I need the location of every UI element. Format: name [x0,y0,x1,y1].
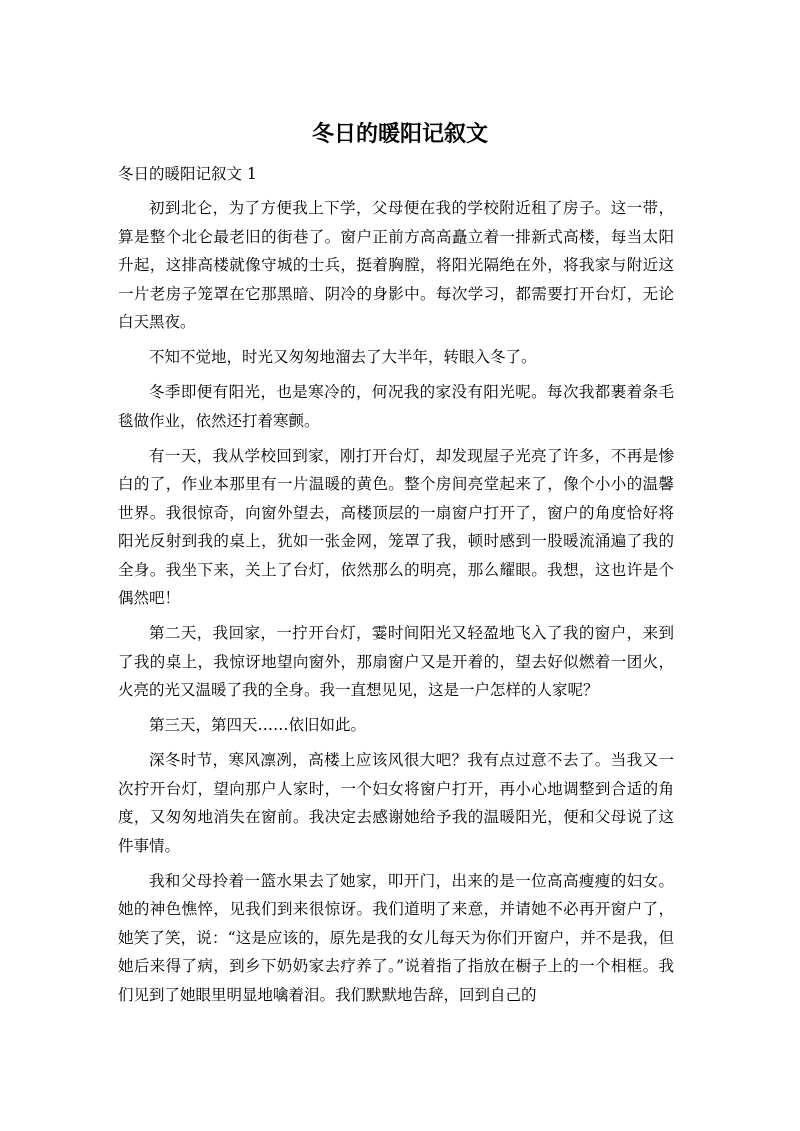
document-subtitle: 冬日的暖阳记叙文 1 [118,165,257,183]
paragraph-2: 不知不觉地，时光又匆匆地溜去了大半年，转眼入冬了。 [149,348,537,366]
paragraph-6: 第三天，第四天……依旧如此。 [149,716,367,734]
document-title: 冬日的暖阳记叙文 [311,122,488,147]
paragraph-4: 有一天，我从学校回到家，刚打开台灯，却发现屋子光亮了许多，不再是惨白的了，作业本那里有一片温暖的黄色。整个房间亮堂起来了，像个小小的温馨世界。我很惊奇，向窗外望去，高楼顶层的一扇窗户打开了，窗户的角度恰好将阳光反射到我的桌上，犹如一张金网，笼罩了我，顿时感到一股暖流涌遍了我的全身。我坐下来，关上了台灯，依然那么的明亮，那么耀眼。我想，这也许是个偶然吧！ [118,446,674,607]
paragraph-5: 第二天，我回家，一拧开台灯，霎时间阳光又轻盈地飞入了我的窗户，来到了我的桌上，我惊讶地望向窗外，那扇窗户又是开着的，望去好似燃着一团火，火亮的光又温暖了我的全身。我一直想见见，这是一户怎样的人家呢？ [118,624,674,699]
paragraph-8: 我和父母拎着一篮水果去了她家，叩开门，出来的是一位高高瘦瘦的妇女。她的神色憔悴，见我们到来很惊讶。我们道明了来意，并请她不必再开窗户了，她笑了笑，说：“这是应该的，原先是我的女儿每天为你们开窗户，并不是我，但她后来得了病，到乡下奶奶家去疗养了。”说着指了指放在橱子上的一个相框。我们见到了她眼里明显地噙着泪。我们默默地告辞，回到自己的 [118,871,674,1004]
paragraph-7: 深冬时节，寒风凛冽，高楼上应该风很大吧？我有点过意不去了。当我又一次拧开台灯，望向那户人家时，一个妇女将窗户打开，再小心地调整到合适的角度，又匆匆地消失在窗前。我决定去感谢她给予我的温暖阳光，便和父母说了这件事情。 [118,751,674,855]
document-body [118,194,674,1016]
paragraph-1: 初到北仑，为了方便我上下学，父母便在我的学校附近租了房子。这一带，算是整个北仑最老旧的街巷了。窗户正前方高高矗立着一排新式高楼，每当太阳升起，这排高楼就像守城的士兵，挺着胸膛，将阳光隔绝在外，将我家与附近这一片老房子笼罩在它那黑暗、阴冷的身影中。每次学习，都需要打开台灯，无论白天黑夜。 [118,199,674,331]
paragraph-3: 冬季即便有阳光，也是寒冷的，何况我的家没有阳光呢。每次我都裹着条毛毯做作业，依然还打着寒颤。 [118,383,674,430]
